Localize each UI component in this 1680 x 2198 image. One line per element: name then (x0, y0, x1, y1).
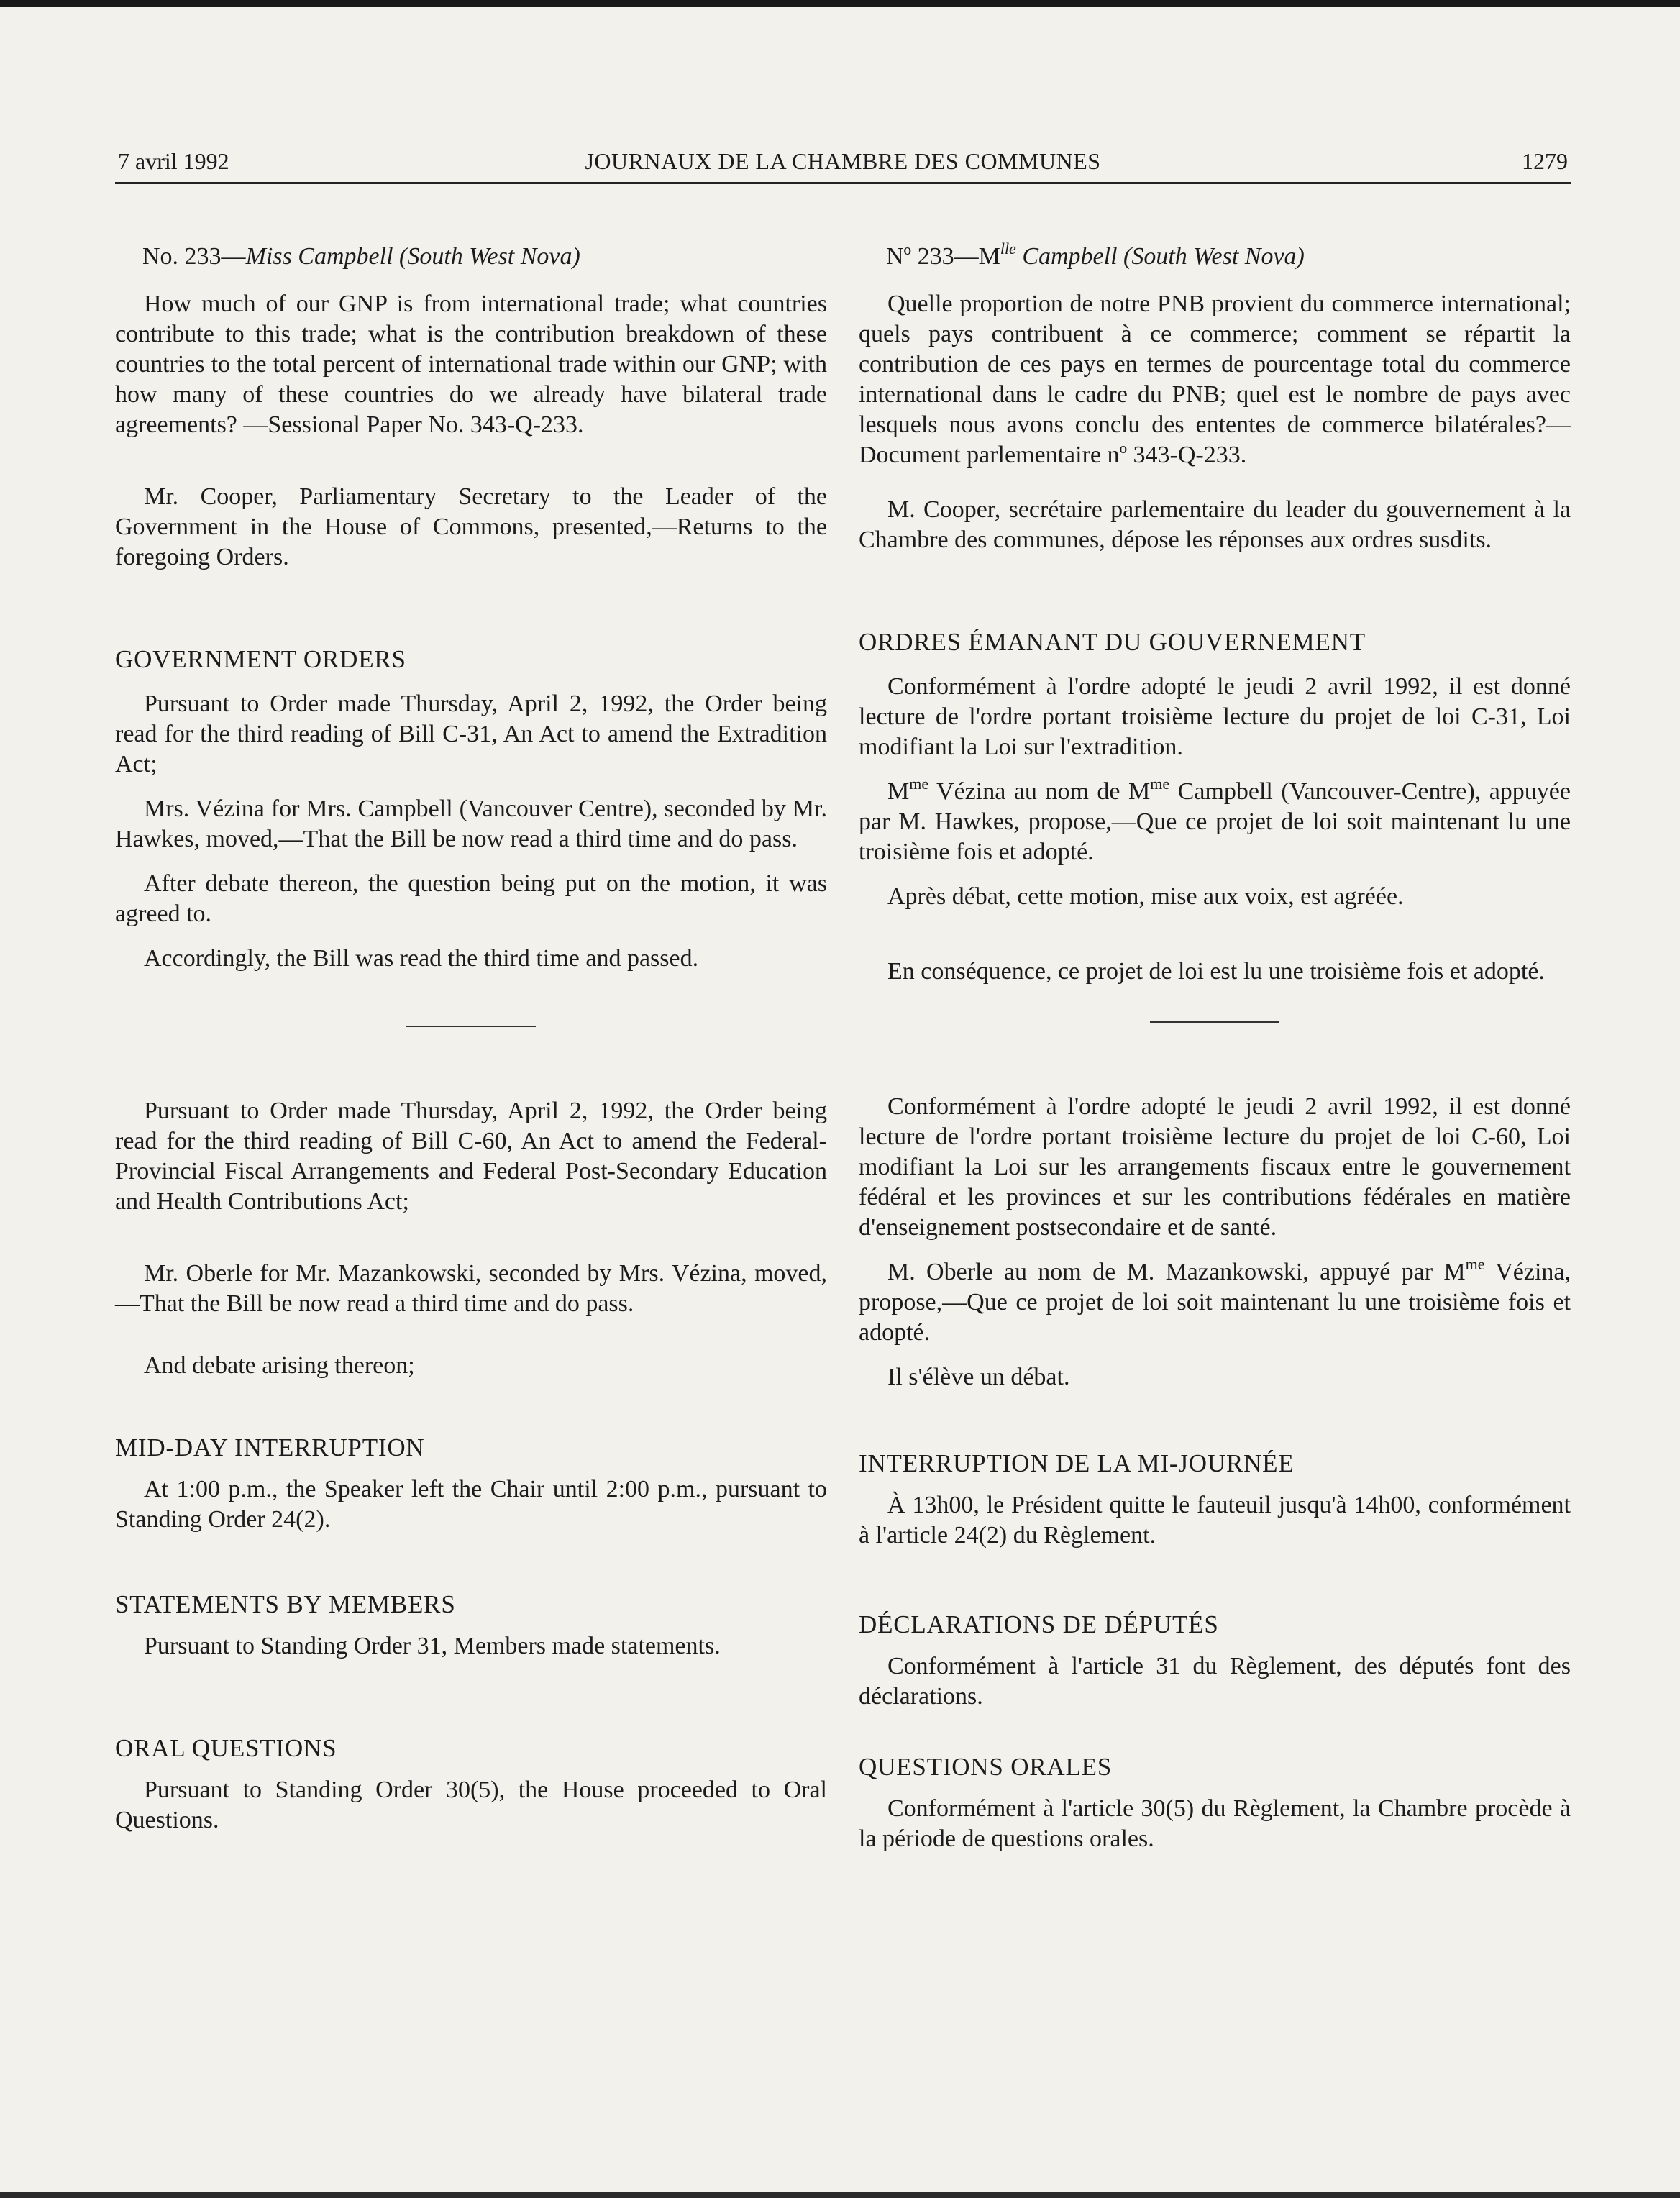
question-heading: No. 233—Miss Campbell (South West Nova) (142, 243, 580, 270)
question-heading-fr: Nº $233—M^{lle}$ Campbell (South West Nova) (886, 240, 1305, 270)
header-rule (115, 182, 1571, 184)
bill-c31-passed-fr: En conséquence, ce projet de loi est lu une troisième fois et adopté. (887, 958, 1545, 985)
oral-questions-text-fr: Conformément à l'article 30(5) du Règlement, la Chambre procède à la période de questions orales. (859, 1795, 1571, 1852)
bill-c31-debate: After debate thereon, the question being put on the motion, it was agreed to. (115, 870, 827, 927)
cooper-returns-fr: M. Cooper, secrétaire parlementaire du leader du gouvernement à la Chambre des communes, dépose les réponses aux ordres susdits. (859, 496, 1571, 553)
page-header (115, 148, 1571, 181)
oral-questions-text: Pursuant to Standing Order 30(5), the House proceeded to Oral Questions. (115, 1777, 827, 1833)
bill-c60-debate: And debate arising thereon; (144, 1352, 415, 1379)
bill-c60-motion-fr: M. Oberle au nom de M. Mazankowski, appuyé par $M^{me}$ Vézina, propose,—Que ce projet de loi soit maintenant lu une troisième fois et adopté. (859, 1255, 1571, 1346)
statements-text-fr: Conformément à l'article 31 du Règlement, des députés font des déclarations. (859, 1653, 1571, 1710)
midday-text: At 1:00 p.m., the Speaker left the Chair until 2:00 p.m., pursuant to Standing Order 24(2). (115, 1476, 827, 1533)
section-heading-oral-questions-fr: QUESTIONS ORALES (859, 1753, 1113, 1781)
section-heading-midday-fr: INTERRUPTION DE LA MI-JOURNÉE (859, 1449, 1295, 1477)
statements-text: Pursuant to Standing Order 31, Members made statements. (144, 1633, 721, 1659)
section-heading-government-orders-fr: ORDRES ÉMANANT DU GOUVERNEMENT (859, 628, 1366, 656)
bill-c60-motion: Mr. Oberle for Mr. Mazankowski, seconded by Mrs. Vézina, moved,—That the Bill be now read a third time and do pass. (115, 1260, 827, 1317)
section-heading-statements: STATEMENTS BY MEMBERS (115, 1590, 456, 1618)
bill-c31-order: Pursuant to Order made Thursday, April 2, 1992, the Order being read for the third reading of Bill C-31, An Act to amend the Extradition Act; (115, 690, 827, 777)
bill-c31-debate-fr: Après débat, cette motion, mise aux voix, est agréée. (887, 883, 1404, 910)
french-column (859, 242, 1571, 1854)
page-number: 1279 (1522, 148, 1568, 174)
bill-c31-motion: Mrs. Vézina for Mrs. Campbell (Vancouver Centre), seconded by Mr. Hawkes, moved,—That the Bill be now read a third time and do pass. (115, 795, 827, 852)
bill-c60-order-fr: Conformément à l'ordre adopté le jeudi 2 avril 1992, il est donné lecture de l'ordre portant troisième lecture du projet de loi C-60, Loi modifiant la Loi sur les arrangements fiscaux entre le gouvernement fédéral et les provinces et sur les contributions fédérales en matière d'enseignement postsecondaire et de santé. (859, 1093, 1571, 1241)
section-heading-oral-questions: ORAL QUESTIONS (115, 1734, 337, 1762)
question-text: How much of our GNP is from international trade; what countries contribute to this trade; what is the contribution breakdown of these countries to the total percent of international trade within our GNP; with how many of these countries do we already have bilateral trade agreements? —Sessional Paper No. 343-Q-233. (115, 291, 827, 438)
bill-c31-passed: Accordingly, the Bill was read the third time and passed. (144, 945, 699, 972)
header-title: JOURNAUX DE LA CHAMBRE DES COMMUNES (585, 148, 1101, 174)
english-column (115, 242, 827, 1836)
bill-c31-motion-fr: $M^{me}$ Vézina au nom de $M^{me}$ Campbell (Vancouver-Centre), appuyée par M. Hawkes, propose,—Que ce projet de loi soit maintenant lu une troisième fois et adopté. (859, 775, 1571, 865)
midday-text-fr: À 13h00, le Président quitte le fauteuil jusqu'à 14h00, conformément à l'article 24(2) du Règlement. (859, 1492, 1571, 1549)
bill-c60-order: Pursuant to Order made Thursday, April 2, 1992, the Order being read for the third reading of Bill C-60, An Act to amend the Federal-Provincial Fiscal Arrangements and Federal Post-Secondary Education and Health Contributions Act; (115, 1098, 827, 1215)
section-heading-government-orders: GOVERNMENT ORDERS (115, 645, 406, 673)
question-text-fr: Quelle proportion de notre PNB provient du commerce international; quels pays contribuent à ce commerce; comment se répartit la contribution de ces pays en termes de pourcentage total du commerce international dans le cadre du PNB; quel est le nombre de pays avec lesquels nous avons conclu des ententes de commerce bilatérales?—Document parlementaire nº 343-Q-233. (859, 291, 1571, 468)
header-date: 7 avril 1992 (118, 148, 229, 174)
cooper-returns: Mr. Cooper, Parliamentary Secretary to the Leader of the Government in the House of Commons, presented,—Returns to the foregoing Orders. (115, 483, 827, 570)
section-heading-statements-fr: DÉCLARATIONS DE DÉPUTÉS (859, 1610, 1219, 1638)
bill-c60-debate-fr: Il s'élève un débat. (887, 1364, 1070, 1390)
scan-top-edge (0, 0, 1680, 7)
bill-c31-order-fr: Conformément à l'ordre adopté le jeudi 2 avril 1992, il est donné lecture de l'ordre portant troisième lecture du projet de loi C-31, Loi modifiant la Loi sur l'extradition. (859, 673, 1571, 760)
section-heading-midday: MID-DAY INTERRUPTION (115, 1433, 425, 1461)
scan-bottom-edge (0, 2192, 1680, 2198)
